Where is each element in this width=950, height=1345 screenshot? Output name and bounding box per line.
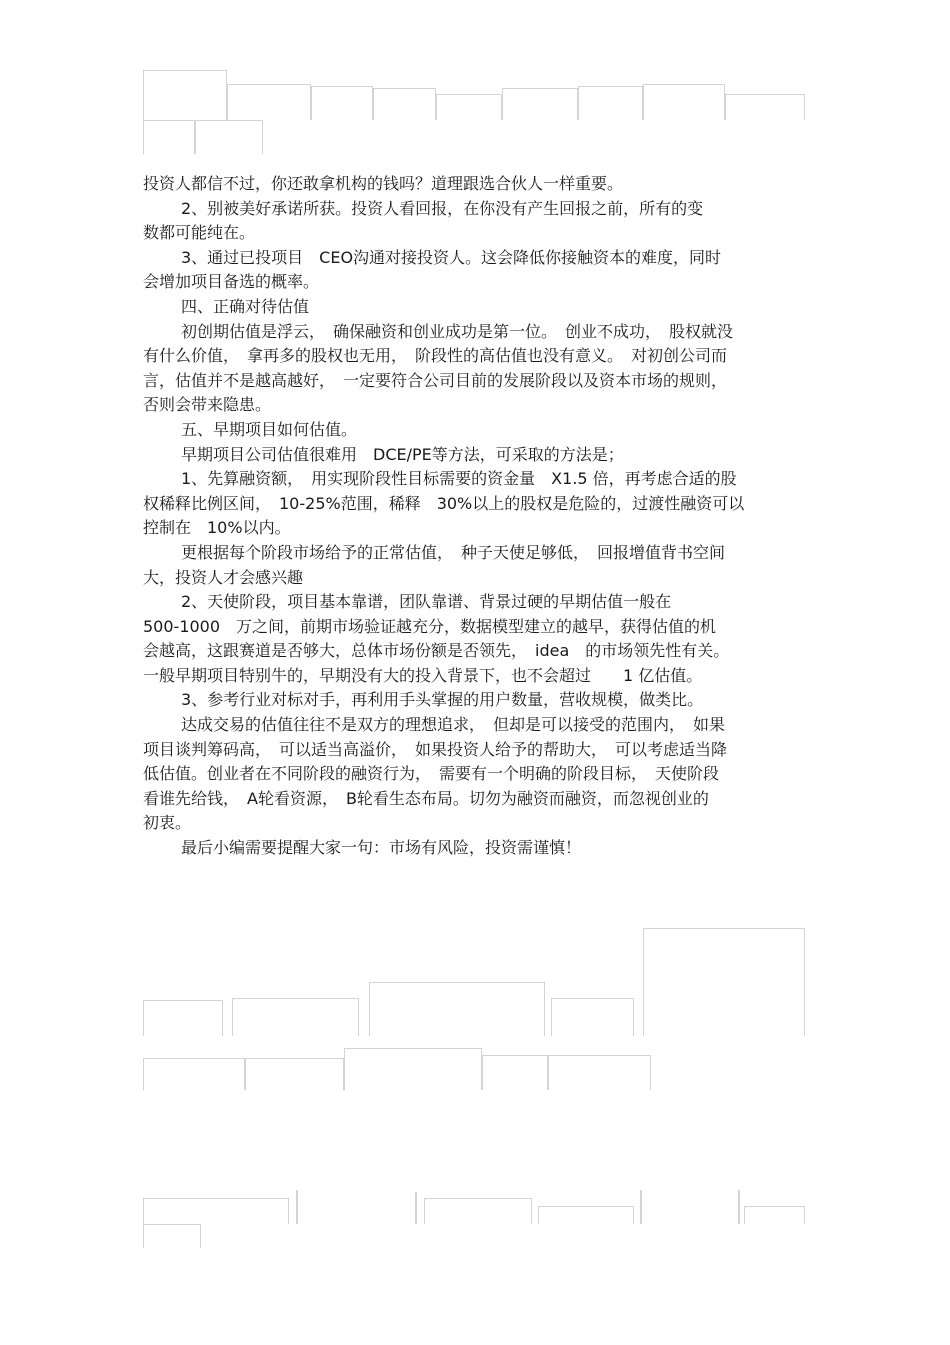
text-line: 看谁先给钱， A轮看资源， B轮看生态布局。切勿为融资而融资，而忽视创业的	[143, 788, 709, 808]
scan-fragment	[143, 1058, 245, 1090]
scan-fragment	[551, 998, 634, 1036]
scan-fragment	[538, 1206, 634, 1224]
text-line: 低估值。创业者在不同阶段的融资行为， 需要有一个明确的阶段目标， 天使阶段	[143, 764, 720, 784]
text-line: 否则会带来隐患。	[143, 395, 272, 415]
scan-fragment	[143, 120, 195, 154]
scan-fragment	[344, 1048, 482, 1090]
scan-fragment	[143, 1000, 223, 1036]
scan-fragment	[143, 70, 227, 120]
scan-fragment	[227, 84, 311, 120]
text-line: 数都可能纯在。	[143, 223, 256, 243]
scan-fragment	[296, 1190, 298, 1224]
text-line: 3、参考行业对标对手，再利用手头掌握的用户数量，营收规模，做类比。	[181, 690, 704, 710]
text-line: 大，投资人才会感兴趣	[143, 567, 304, 587]
text-line: 有什么价值， 拿再多的股权也无用， 阶段性的高估值也没有意义。 对初创公司而	[143, 346, 728, 366]
text-line: 权稀释比例区间， 10-25%范围，稀释 30%以上的股权是危险的，过渡性融资可以	[143, 493, 745, 513]
scan-fragment	[738, 1190, 740, 1224]
text-line: 最后小编需要提醒大家一句：市场有风险，投资需谨慎！	[181, 838, 582, 858]
scan-fragment	[578, 86, 643, 120]
scan-fragment	[195, 120, 263, 154]
text-line: 会增加项目备选的概率。	[143, 272, 320, 292]
text-line: 500-1000 万之间，前期市场验证越充分，数据模型建立的越早，获得估值的机	[143, 616, 717, 636]
scan-fragment	[415, 1192, 417, 1224]
text-line: 言，估值并不是越高越好， 一定要符合公司目前的发展阶段以及资本市场的规则，	[143, 370, 728, 390]
scan-fragment	[643, 84, 725, 120]
scan-fragment	[311, 86, 373, 120]
scan-fragment	[482, 1055, 548, 1090]
scan-fragment	[143, 1198, 289, 1224]
scan-fragment	[744, 1206, 805, 1224]
text-line: 达成交易的估值往往不是双方的理想追求， 但却是可以接受的范围内， 如果	[181, 715, 726, 735]
scan-fragment	[725, 94, 805, 120]
text-line: 一般早期项目特别牛的，早期没有大的投入背景下，也不会超过 1 亿估值。	[143, 665, 703, 685]
scan-fragment	[548, 1055, 651, 1090]
scan-fragment	[369, 982, 545, 1036]
scan-fragment	[143, 1224, 201, 1248]
scan-fragment	[232, 998, 359, 1036]
text-line: 控制在 10%以内。	[143, 518, 291, 538]
scan-fragment	[502, 88, 578, 120]
text-line: 更根据每个阶段市场给予的正常估值， 种子天使足够低， 回报增值背书空间	[181, 542, 726, 562]
text-line: 早期项目公司估值很难用 DCE/PE等方法，可采取的方法是；	[181, 444, 624, 464]
text-line: 初衷。	[143, 813, 192, 833]
text-line: 2、天使阶段，项目基本靠谱，团队靠谱、背景过硬的早期估值一般在	[181, 592, 672, 612]
scan-fragment	[424, 1198, 532, 1224]
text-line: 1、先算融资额， 用实现阶段性目标需要的资金量 X1.5 倍，再考虑合适的股	[181, 469, 737, 489]
text-line: 2、别被美好承诺所获。投资人看回报，在你没有产生回报之前，所有的变	[181, 198, 704, 218]
text-line: 项目谈判筹码高， 可以适当高溢价， 如果投资人给予的帮助大， 可以考虑适当降	[143, 739, 728, 759]
scan-fragment	[643, 928, 805, 1036]
scan-fragment	[436, 94, 502, 120]
text-line: 会越高，这跟赛道是否够大，总体市场份额是否领先， idea 的市场领先性有关。	[143, 641, 730, 661]
section-heading: 五、早期项目如何估值。	[181, 419, 358, 439]
scan-fragment	[373, 88, 436, 120]
scan-fragment	[245, 1058, 344, 1090]
section-heading: 四、正确对待估值	[181, 296, 310, 316]
text-line: 投资人都信不过，你还敢拿机构的钱吗？道理跟选合伙人一样重要。	[143, 174, 624, 193]
text-line: 初创期估值是浮云， 确保融资和创业成功是第一位。 创业不成功， 股权就没	[181, 321, 734, 341]
text-line: 3、通过已投项目 CEO沟通对接投资人。这会降低你接触资本的难度，同时	[181, 247, 722, 267]
scan-fragment	[640, 1190, 642, 1224]
document-body	[143, 172, 808, 861]
